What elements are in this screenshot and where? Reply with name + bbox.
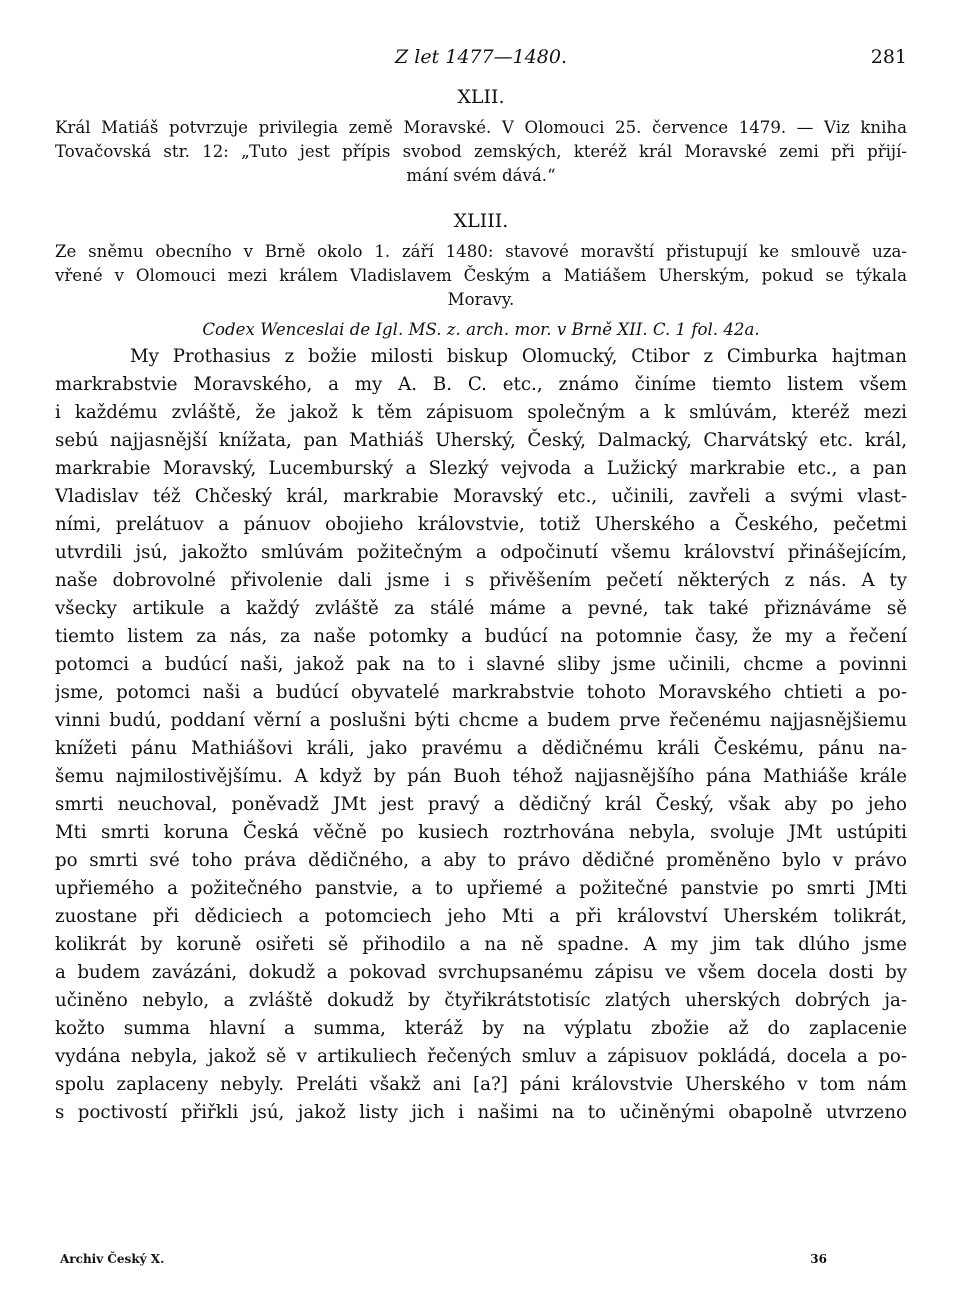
- heading-line: mání svém dává.“: [406, 166, 556, 185]
- body-line: upřiemého a požitečného panstvie, a to upřiemé a požitečné panstvie po smrti JMti: [55, 878, 907, 899]
- source-citation: Codex Wenceslai de Igl. MS. z. arch. mor. v Brně XII. C. 1 fol. 42a.: [202, 320, 760, 339]
- heading-line: Král Matiáš potvrzuje privilegia země Moravské. V Olomouci 25. července 1479. — Viz kniha: [55, 118, 907, 137]
- body-line: všecky artikule a každý zvláště za stálé máme a pevné, tak také přiznáváme sě: [55, 598, 907, 619]
- body-line: utvrdili jsú, jakožto smlúvám požitečným a odpočinutí všemu království přinášejícím,: [55, 542, 907, 563]
- body-line: po smrti své toho práva dědičného, a aby to právo dědičné proměněno bylo v právo: [55, 850, 907, 871]
- body-line: Mti smrti koruna Česká věčně po kusiech roztrhována nebyla, svoluje JMt ustúpiti: [55, 822, 907, 843]
- section-xlii: [55, 86, 907, 188]
- body-line: smrti neuchoval, poněvadž JMt jest pravý a dědičný král Český, však aby po jeho: [55, 794, 907, 815]
- body-paragraph: [55, 343, 907, 1127]
- section-number: XLII.: [457, 86, 505, 108]
- body-line: Vladislav též Chčeský král, markrabie Moravský etc., učinili, zavřeli a svými vlast-: [55, 486, 907, 507]
- body-line: vydána nebyla, jakož sě v artikuliech řečených smluv a zápisuov pokládá, docela a po-: [55, 1046, 907, 1067]
- heading-line: Moravy.: [447, 290, 515, 309]
- body-line: naše dobrovolné přivolenie dali jsme i s přivěšením pečetí některých z nás. A ty: [55, 570, 907, 591]
- heading-line: Tovačovská str. 12: „Tuto jest přípis svobod zemských, kteréž král Moravské zemi při přijí-: [55, 142, 907, 161]
- body-line: knížeti pánu Mathiášovi králi, jako pravému a dědičnému králi Českému, pánu na-: [55, 738, 907, 759]
- body-line: učiněno nebylo, a zvláště dokudž by čtyřikrátstotisíc zlatých uherských dobrých ja-: [55, 990, 907, 1011]
- body-line: spolu zaplaceny nebyly. Preláti všakž ani [a?] páni královstvie Uherského v tom nám: [55, 1074, 907, 1095]
- body-line: ními, prelátuov a pánuov obojieho královstvie, totiž Uherského a Českého, pečetmi: [55, 514, 907, 535]
- body-line: vinni budú, poddaní věrní a poslušni býti chcme a budem prve řečenému najjasnějšiemu: [55, 710, 907, 731]
- heading-line: Ze sněmu obecního v Brně okolo 1. září 1480: stavové moravští přistupují ke smlouvě uza-: [55, 242, 907, 261]
- body-line: jsme, potomci naši a budúcí obyvatelé markrabstvie tohoto Moravského chtieti a po-: [55, 682, 907, 703]
- body-line: a budem zavázáni, dokudž a pokovad svrchupsanému zápisu ve všem docela dosti by: [55, 962, 907, 983]
- body-line: zuostane při dědiciech a potomciech jeho Mti a při království Uherském tolikrát,: [55, 906, 907, 927]
- document-body: [55, 343, 907, 1127]
- document-page: [55, 36, 907, 1266]
- page-header: [55, 36, 907, 76]
- body-line: i každému zvláště, že jakož k těm zápisuom společným a k smlúvám, kteréž mezi: [55, 402, 907, 423]
- body-line: sebú najjasnější knížata, pan Mathiáš Uherský, Český, Dalmacký, Charvátský etc. král,: [55, 430, 907, 451]
- body-line: tiemto listem za nás, za naše potomky a budúcí na potomnie časy, že my a řečení: [55, 626, 907, 647]
- body-line: My Prothasius z božie milosti biskup Olomucký, Ctibor z Cimburka hajtman: [130, 346, 907, 367]
- section-heading: [55, 116, 907, 188]
- body-line: s poctivostí přiřkli jsú, jakož listy jich i našimi na to učiněnými obapolně utvrzeno: [55, 1102, 907, 1123]
- body-line: kolikrát by koruně osiřeti sě přihodilo a na ně spadne. A my jim tak dlúho jsme: [55, 934, 907, 955]
- running-title: Z let 1477—1480.: [395, 46, 567, 68]
- section-xliii: [55, 210, 907, 339]
- body-line: markrabie Moravský, Lucemburský a Slezký vejvoda a Lužický markrabie etc., a pan: [55, 458, 907, 479]
- body-line: šemu najmilostivějšímu. A když by pán Buoh téhož najjasnějšího pána Mathiáše krále: [55, 766, 907, 787]
- section-number: XLIII.: [453, 210, 509, 232]
- page-number: 281: [870, 46, 907, 68]
- section-heading: [55, 240, 907, 312]
- body-line: markrabstvie Moravského, a my A. B. C. etc., známo činíme tiemto listem všem: [55, 374, 907, 395]
- body-line: kožto summa hlavní a summa, kteráž by na výplatu zbožie až do zaplacenie: [55, 1018, 907, 1039]
- body-line: potomci a budúcí naši, jakož pak na to i slavné sliby jsme učinili, chcme a povinni: [55, 654, 907, 675]
- heading-line: vřené v Olomouci mezi králem Vladislavem Českým a Matiášem Uherským, pokud se týkala: [55, 266, 907, 285]
- sheet-number: 36: [810, 1252, 827, 1266]
- volume-signature: Archiv Český X.: [60, 1252, 165, 1266]
